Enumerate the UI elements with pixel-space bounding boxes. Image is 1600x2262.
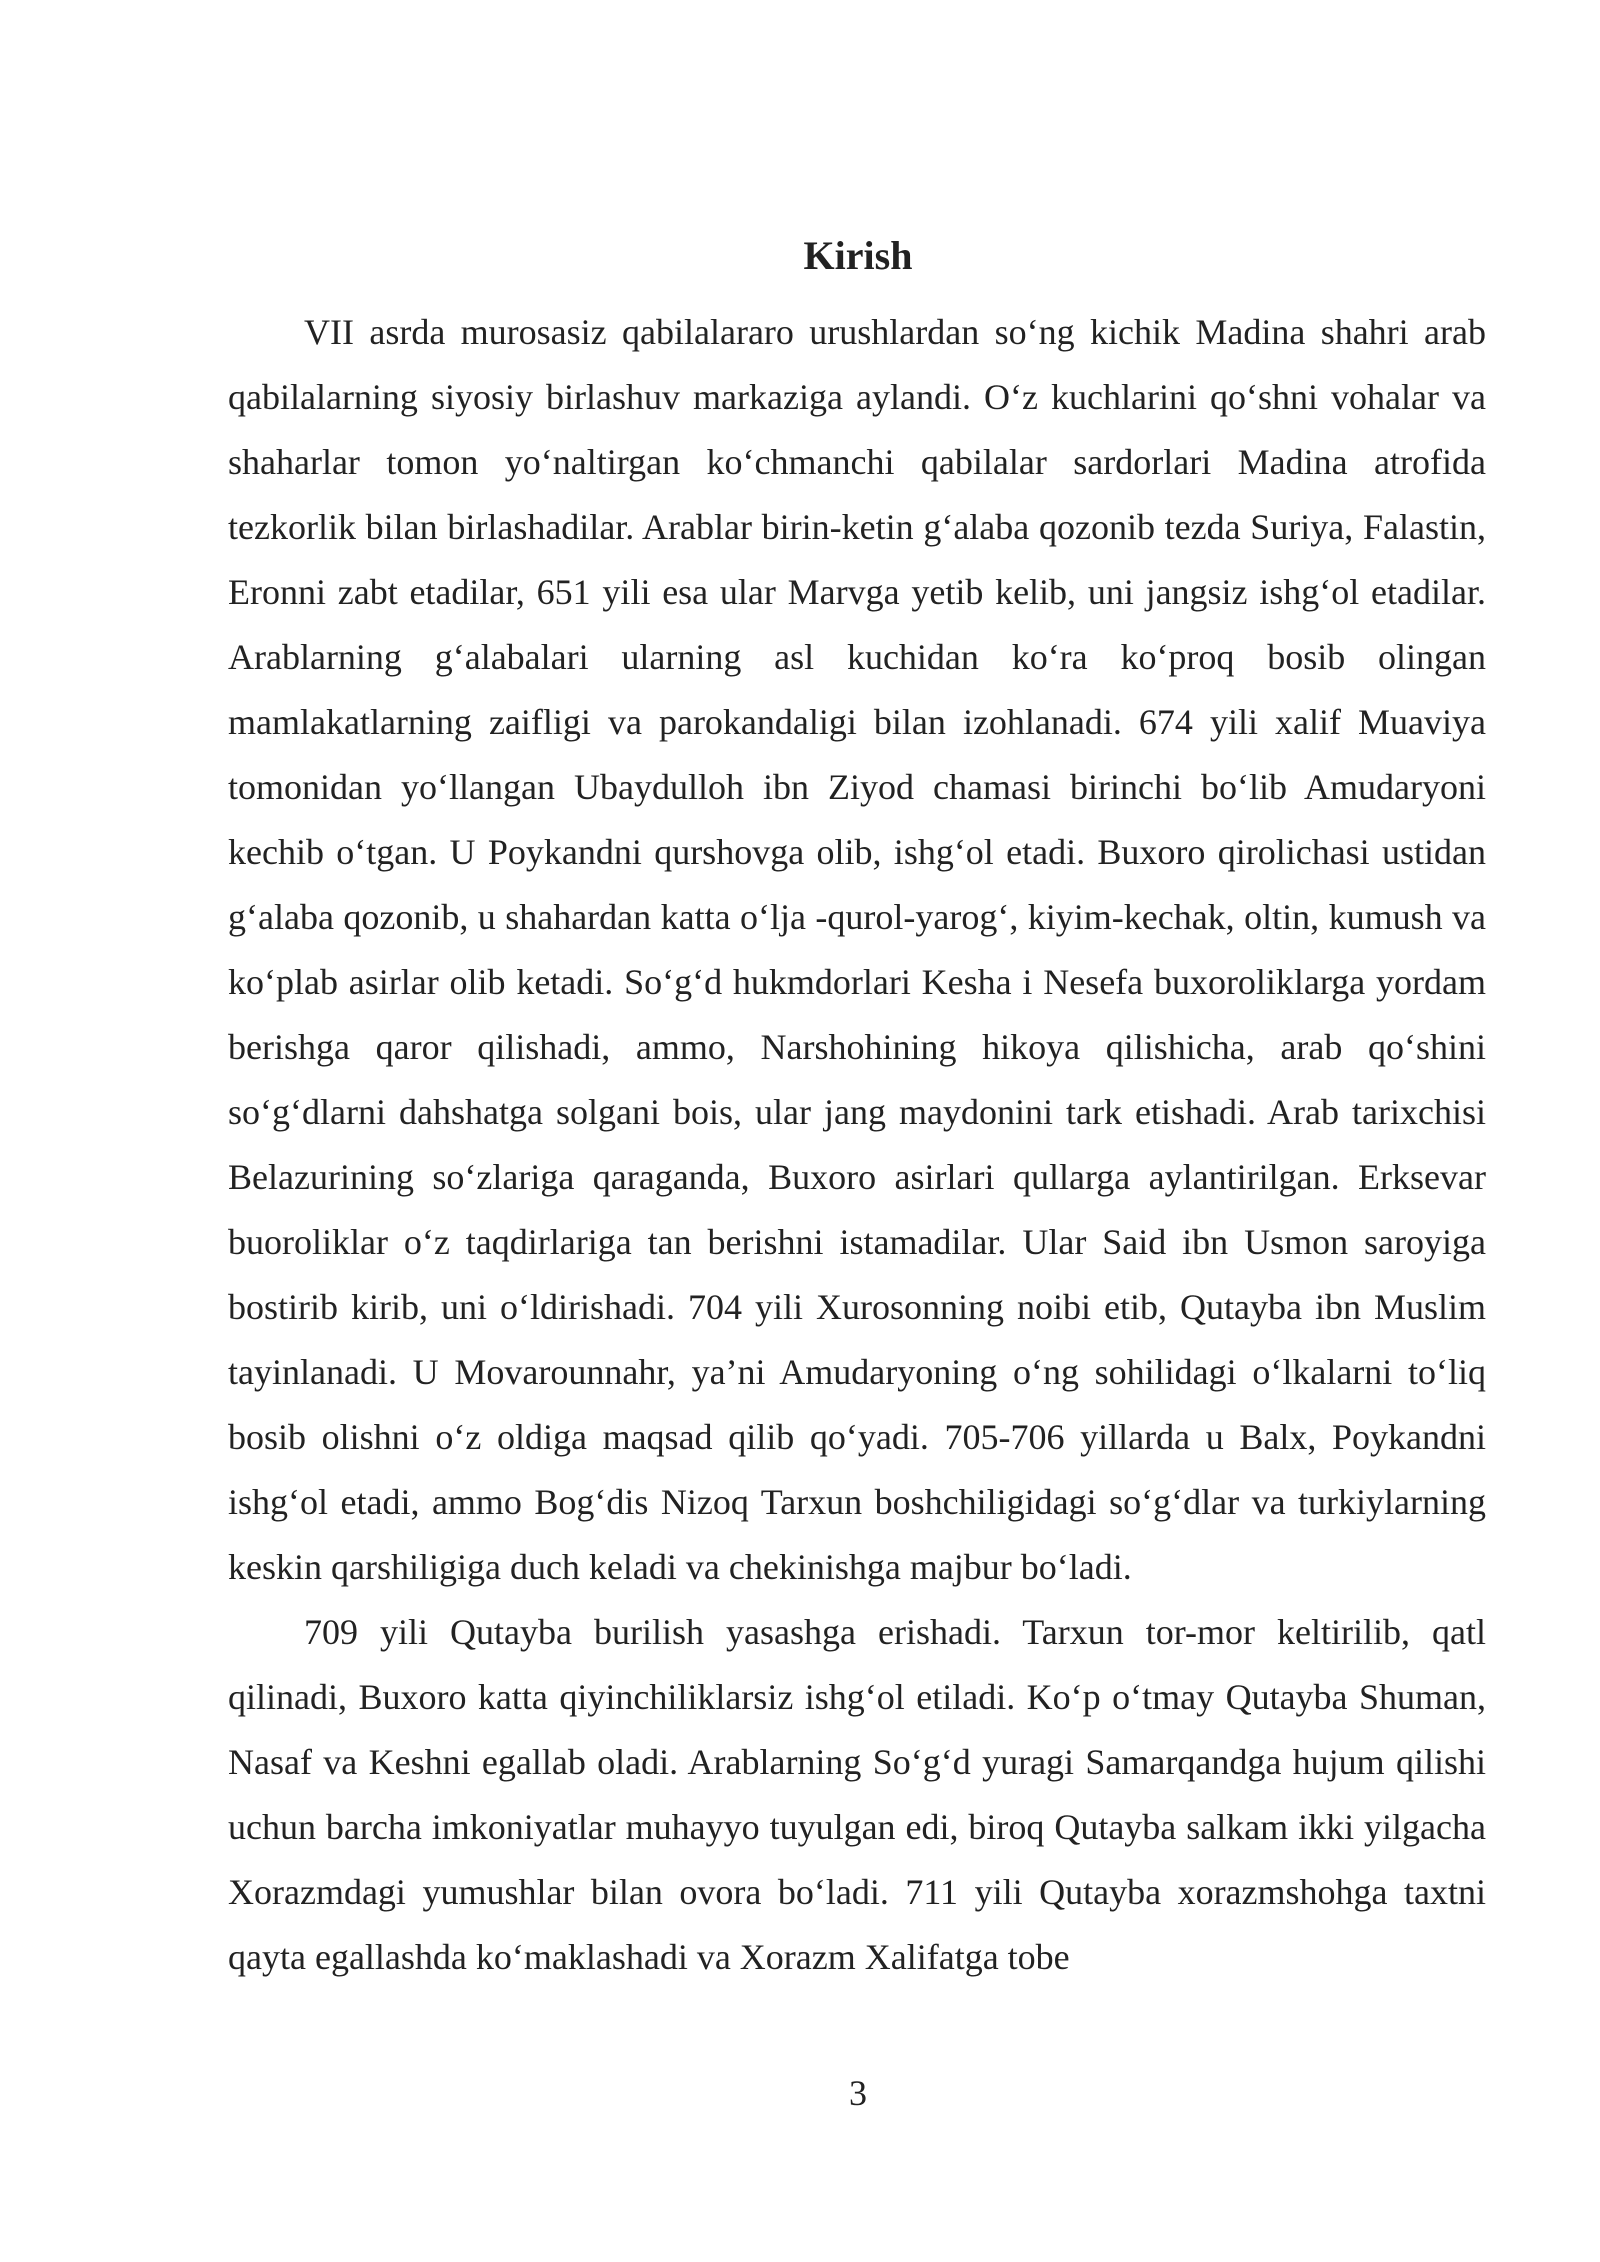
paragraph-1: VII asrda murosasiz qabilalararo urushlardan so‘ng kichik Madina shahri arab qabilalarning siyosiy birlashuv markaziga aylandi. O‘z kuchlarini qo‘shni vohalar va shaharlar tomon yo‘naltirgan ko‘chmanchi qabilalar sardorlari Madina atrofida tezkorlik bilan birlashadilar. Arablar birin-ketin g‘alaba qozonib tezda Suriya, Falastin, Eronni zabt etadilar, 651 yili esa ular Marvga yetib kelib, uni jangsiz ishg‘ol etadilar. Arablarning g‘alabalari ularning asl kuchidan ko‘ra ko‘proq bosib olingan mamlakatlarning zaifligi va parokandaligi bilan izohlanadi. 674 yili xalif Muaviya tomonidan yo‘llangan Ubaydulloh ibn Ziyod chamasi birinchi bo‘lib Amudaryoni kechib o‘tgan. U Poykandni qurshovga olib, ishg‘ol etadi. Buxoro qirolichasi ustidan g‘alaba qozonib, u shahardan katta o‘lja -qurol-yarog‘, kiyim-kechak, oltin, kumush va ko‘plab asirlar olib ketadi. So‘g‘d hukmdorlari Kesha i Nesefa buxoroliklarga yordam berishga qaror qilishadi, ammo, Narshohining hikoya qilishicha, arab qo‘shini so‘g‘dlarni dahshatga solgani bois, ular jang maydonini tark etishadi. Arab tarixchisi Belazurining so‘zlariga qaraganda, Buxoro asirlari qullarga aylantirilgan. Erksevar buoroliklar o‘z taqdirlariga tan berishni istamadilar. Ular Said ibn Usmon saroyiga bostirib kirib, uni o‘ldirishadi. 704 yili Xurosonning noibi etib, Qutayba ibn Muslim tayinlanadi. U Movarounnahr, ya’ni Amudaryoning o‘ng sohilidagi o‘lkalarni to‘liq bosib olishni o‘z oldiga maqsad qilib qo‘yadi. 705-706 yillarda u Balx, Poykandni ishg‘ol etadi, ammo Bog‘dis Nizoq Tarxun boshchiligidagi so‘g‘dlar va turkiylarning keskin qarshiligiga duch keladi va chekinishga majbur bo‘ladi. — [228, 312, 1486, 1587]
section-title: Kirish — [803, 233, 913, 278]
body-text — [228, 300, 1486, 1990]
paragraph-2: 709 yili Qutayba burilish yasashga erishadi. Tarxun tor-mor keltirilib, qatl qilinadi, Buxoro katta qiyinchiliklarsiz ishg‘ol etiladi. Ko‘p o‘tmay Qutayba Shuman, Nasaf va Keshni egallab oladi. Arablarning So‘g‘d yuragi Samarqandga hujum qilishi uchun barcha imkoniyatlar muhayyo tuyulgan edi, biroq Qutayba salkam ikki yilgacha Xorazmdagi yumushlar bilan ovora bo‘ladi. 711 yili Qutayba xorazmshohga taxtni qayta egallashda ko‘maklashadi va Xorazm Xalifatga tobe — [228, 1612, 1486, 1977]
page-number: 3 — [849, 2073, 867, 2113]
